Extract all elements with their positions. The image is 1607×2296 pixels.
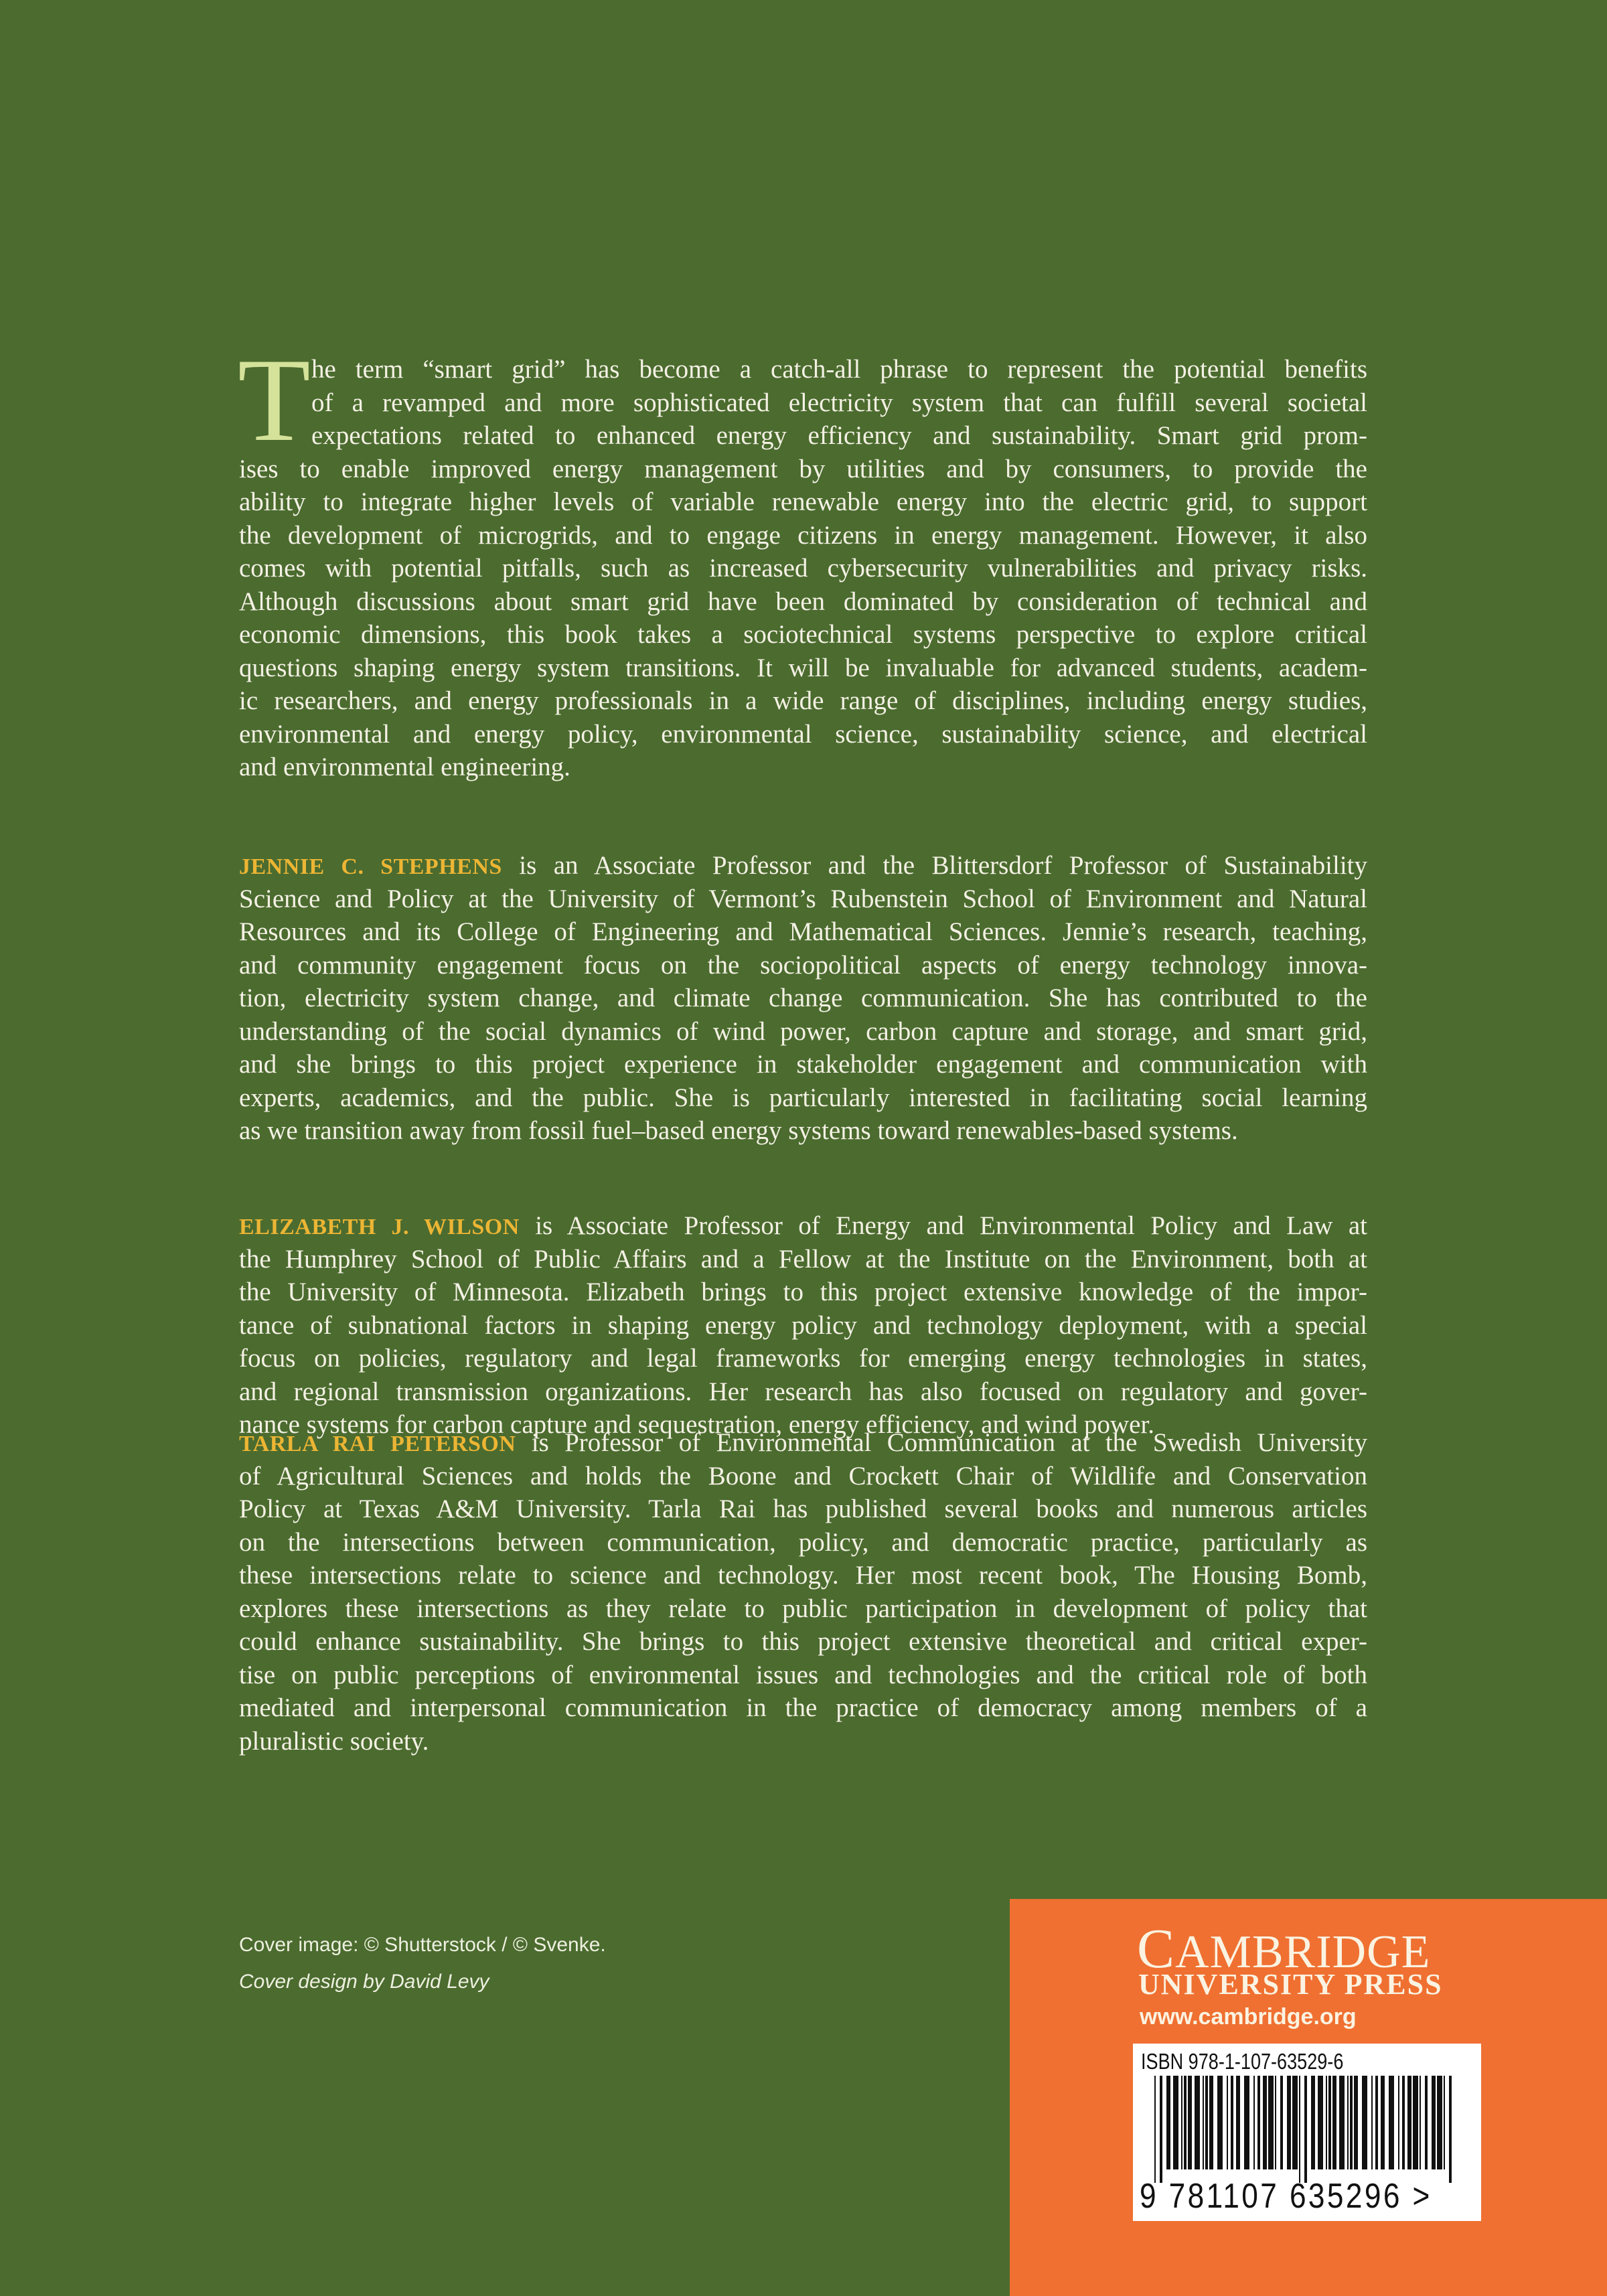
- text-line: experts, academics, and the public. She is particularly interested in facilitating social learning: [239, 1083, 1367, 1112]
- text-line: the University of Minnesota. Elizabeth brings to this project extensive knowledge of the impor-: [239, 1278, 1367, 1306]
- barcode-bar: [1209, 2076, 1213, 2169]
- barcode-bar: [1332, 2076, 1336, 2169]
- barcode-bar: [1173, 2076, 1178, 2169]
- text-line: focus on policies, regulatory and legal frameworks for emerging energy technologies in states,: [239, 1344, 1367, 1373]
- barcode-bar: [1166, 2076, 1170, 2169]
- text-line: of a revamped and more sophisticated electricity system that can fulfill several societal: [311, 388, 1367, 417]
- barcode-bar: [1402, 2076, 1405, 2169]
- text-line: [239, 1209, 1367, 1243]
- text-line: explores these intersections as they relate to public participation in development of policy that: [239, 1594, 1367, 1623]
- barcode-bar: [1268, 2076, 1274, 2169]
- barcode-bar: [1420, 2076, 1421, 2169]
- text-run: is an Associate Professor and the Blittersdorf Professor of Sustainability: [502, 851, 1367, 880]
- cover-image-credit: Cover image: © Shutterstock / © Svenke.: [239, 1934, 606, 1956]
- text-line: ic researchers, and energy professionals in a wide range of disciplines, including energy studies,: [239, 686, 1367, 715]
- barcode-box: [1133, 2044, 1481, 2221]
- barcode-bar: [1444, 2076, 1445, 2169]
- publisher-website: www.cambridge.org: [1140, 2004, 1357, 2030]
- text-line: Science and Policy at the University of Vermont’s Rubenstein School of Environment and Natural: [239, 884, 1367, 913]
- text-line: economic dimensions, this book takes a sociotechnical systems perspective to explore critical: [239, 620, 1367, 649]
- barcode-bar: [1280, 2076, 1283, 2169]
- barcode-bar: [1437, 2076, 1442, 2169]
- text-line: of Agricultural Sciences and holds the Boone and Crockett Chair of Wildlife and Conservation: [239, 1461, 1367, 1490]
- barcode-bar: [1326, 2076, 1327, 2169]
- barcode-bar: [1350, 2076, 1353, 2169]
- text-line: understanding of the social dynamics of wind power, carbon capture and storage, and smart grid,: [239, 1016, 1367, 1046]
- text-line: as we transition away from fossil fuel–based energy systems toward renewables-based systems.: [239, 1116, 1238, 1145]
- barcode-bar: [1354, 2076, 1358, 2169]
- text-line: these intersections relate to science and technology. Her most recent book, The Housing Bomb,: [239, 1561, 1367, 1590]
- text-line: and regional transmission organizations. Her research has also focused on regulatory and gover-: [239, 1377, 1367, 1406]
- text-line: Although discussions about smart grid have been dominated by consideration of technical and: [239, 587, 1367, 616]
- text-line: mediated and interpersonal communication in the practice of democracy among members of a: [239, 1693, 1367, 1722]
- text-line: tise on public perceptions of environmental issues and technologies and the critical role of both: [239, 1660, 1367, 1689]
- text-line: on the intersections between communication, policy, and democratic practice, particularly as: [239, 1527, 1367, 1557]
- text-line: comes with potential pitfalls, such as increased cybersecurity vulnerabilities and privacy risks.: [239, 554, 1367, 583]
- text-line: expectations related to enhanced energy efficiency and sustainability. Smart grid prom-: [311, 421, 1367, 450]
- author-bio-peterson: [239, 1426, 1367, 1758]
- text-line: pluralistic society.: [239, 1726, 429, 1756]
- barcode-bar: [1236, 2076, 1240, 2169]
- barcode-bar: [1253, 2076, 1255, 2169]
- text-line: and she brings to this project experience in stakeholder engagement and communication with: [239, 1050, 1367, 1079]
- barcode-bar: [1257, 2076, 1260, 2169]
- barcode-bar: [1231, 2076, 1233, 2169]
- text-line: the development of microgrids, and to engage citizens in energy management. However, it also: [239, 520, 1367, 550]
- author-name: JENNIE C. STEPHENS: [239, 854, 502, 879]
- barcode-bar: [1160, 2076, 1162, 2183]
- text-line: the Humphrey School of Public Affairs and a Fellow at the Institute on the Environment, both at: [239, 1244, 1367, 1274]
- text-line: [239, 849, 1367, 883]
- barcode-bar: [1449, 2076, 1452, 2183]
- barcode-bar: [1181, 2076, 1182, 2169]
- text-line: [239, 1426, 1367, 1460]
- barcode-icon: [1153, 2076, 1461, 2183]
- text-line: and environmental engineering.: [239, 753, 570, 781]
- barcode-bar: [1318, 2076, 1323, 2169]
- barcode-bar: [1328, 2076, 1331, 2169]
- cover-design-credit: Cover design by David Levy: [239, 1971, 489, 1993]
- text-line: environmental and energy policy, environmental science, sustainability science, and electrical: [239, 719, 1367, 749]
- text-line: Policy at Texas A&M University. Tarla Rai has published several books and numerous articles: [239, 1495, 1367, 1523]
- barcode-bar: [1188, 2076, 1192, 2169]
- barcode-bar: [1227, 2076, 1228, 2169]
- author-name: ELIZABETH J. WILSON: [239, 1215, 520, 1239]
- barcode-bar: [1304, 2076, 1307, 2183]
- barcode-number: 9 781107 635296 >: [1140, 2177, 1432, 2216]
- text-line: nance systems for carbon capture and sequestration, energy efficiency, and wind power.: [239, 1410, 1155, 1439]
- barcode-bar: [1275, 2076, 1276, 2169]
- text-line: ability to integrate higher levels of variable renewable energy into the electric grid, to support: [239, 487, 1367, 516]
- barcode-bar: [1371, 2076, 1373, 2169]
- text-run: is Associate Professor of Energy and Environmental Policy and Law at: [519, 1211, 1367, 1240]
- barcode-bar: [1287, 2076, 1291, 2169]
- barcode-bar: [1203, 2076, 1204, 2169]
- barcode-bar: [1292, 2076, 1298, 2169]
- barcode-bar: [1375, 2076, 1378, 2169]
- barcode-bar: [1205, 2076, 1208, 2169]
- book-description: [239, 353, 1367, 784]
- barcode-bar: [1217, 2076, 1223, 2169]
- barcode-bar: [1407, 2076, 1411, 2169]
- barcode-bar: [1263, 2076, 1267, 2169]
- barcode-bar: [1154, 2076, 1156, 2183]
- barcode-bar: [1398, 2076, 1399, 2169]
- barcode-bar: [1195, 2076, 1200, 2169]
- barcode-bar: [1339, 2076, 1345, 2169]
- publisher-logo: CAMBRIDGE: [1137, 1918, 1431, 1980]
- barcode-bar: [1362, 2076, 1367, 2169]
- barcode-bar: [1311, 2076, 1315, 2169]
- text-line: he term “smart grid” has become a catch-all phrase to represent the potential benefits: [311, 355, 1367, 384]
- author-name: TARLA RAI PETERSON: [239, 1432, 516, 1456]
- barcode-bar: [1347, 2076, 1349, 2169]
- barcode-bar: [1244, 2076, 1249, 2169]
- barcode-bar: [1389, 2076, 1394, 2169]
- isbn-label: ISBN 978-1-107-63529-6: [1141, 2049, 1344, 2074]
- drop-cap: T: [238, 333, 311, 466]
- barcode-bar: [1413, 2076, 1418, 2169]
- text-line: questions shaping energy system transitions. It will be invaluable for advanced students, academ-: [239, 653, 1367, 682]
- text-line: could enhance sustainability. She brings to this project extensive theoretical and critical exper-: [239, 1627, 1367, 1656]
- barcode-bar: [1184, 2076, 1187, 2169]
- publisher-subtitle: UNIVERSITY PRESS: [1138, 1968, 1443, 2001]
- author-bio-stephens: [239, 849, 1367, 1148]
- barcode-bar: [1425, 2076, 1428, 2169]
- text-line: Resources and its College of Engineering and Mathematical Sciences. Jennie’s research, teaching,: [239, 917, 1367, 946]
- barcode-bar: [1299, 2076, 1300, 2183]
- text-line: tion, electricity system change, and climate change communication. She has contributed to the: [239, 984, 1367, 1012]
- text-line: tance of subnational factors in shaping energy policy and technology deployment, with a special: [239, 1310, 1367, 1340]
- author-bio-wilson: [239, 1209, 1367, 1442]
- text-line: and community engagement focus on the sociopolitical aspects of energy technology innova-: [239, 950, 1367, 980]
- barcode-bar: [1432, 2076, 1436, 2169]
- text-run: is Professor of Environmental Communication at the Swedish University: [516, 1428, 1367, 1457]
- barcode-bar: [1381, 2076, 1385, 2169]
- text-line: ises to enable improved energy management by utilities and by consumers, to provide the: [239, 454, 1367, 483]
